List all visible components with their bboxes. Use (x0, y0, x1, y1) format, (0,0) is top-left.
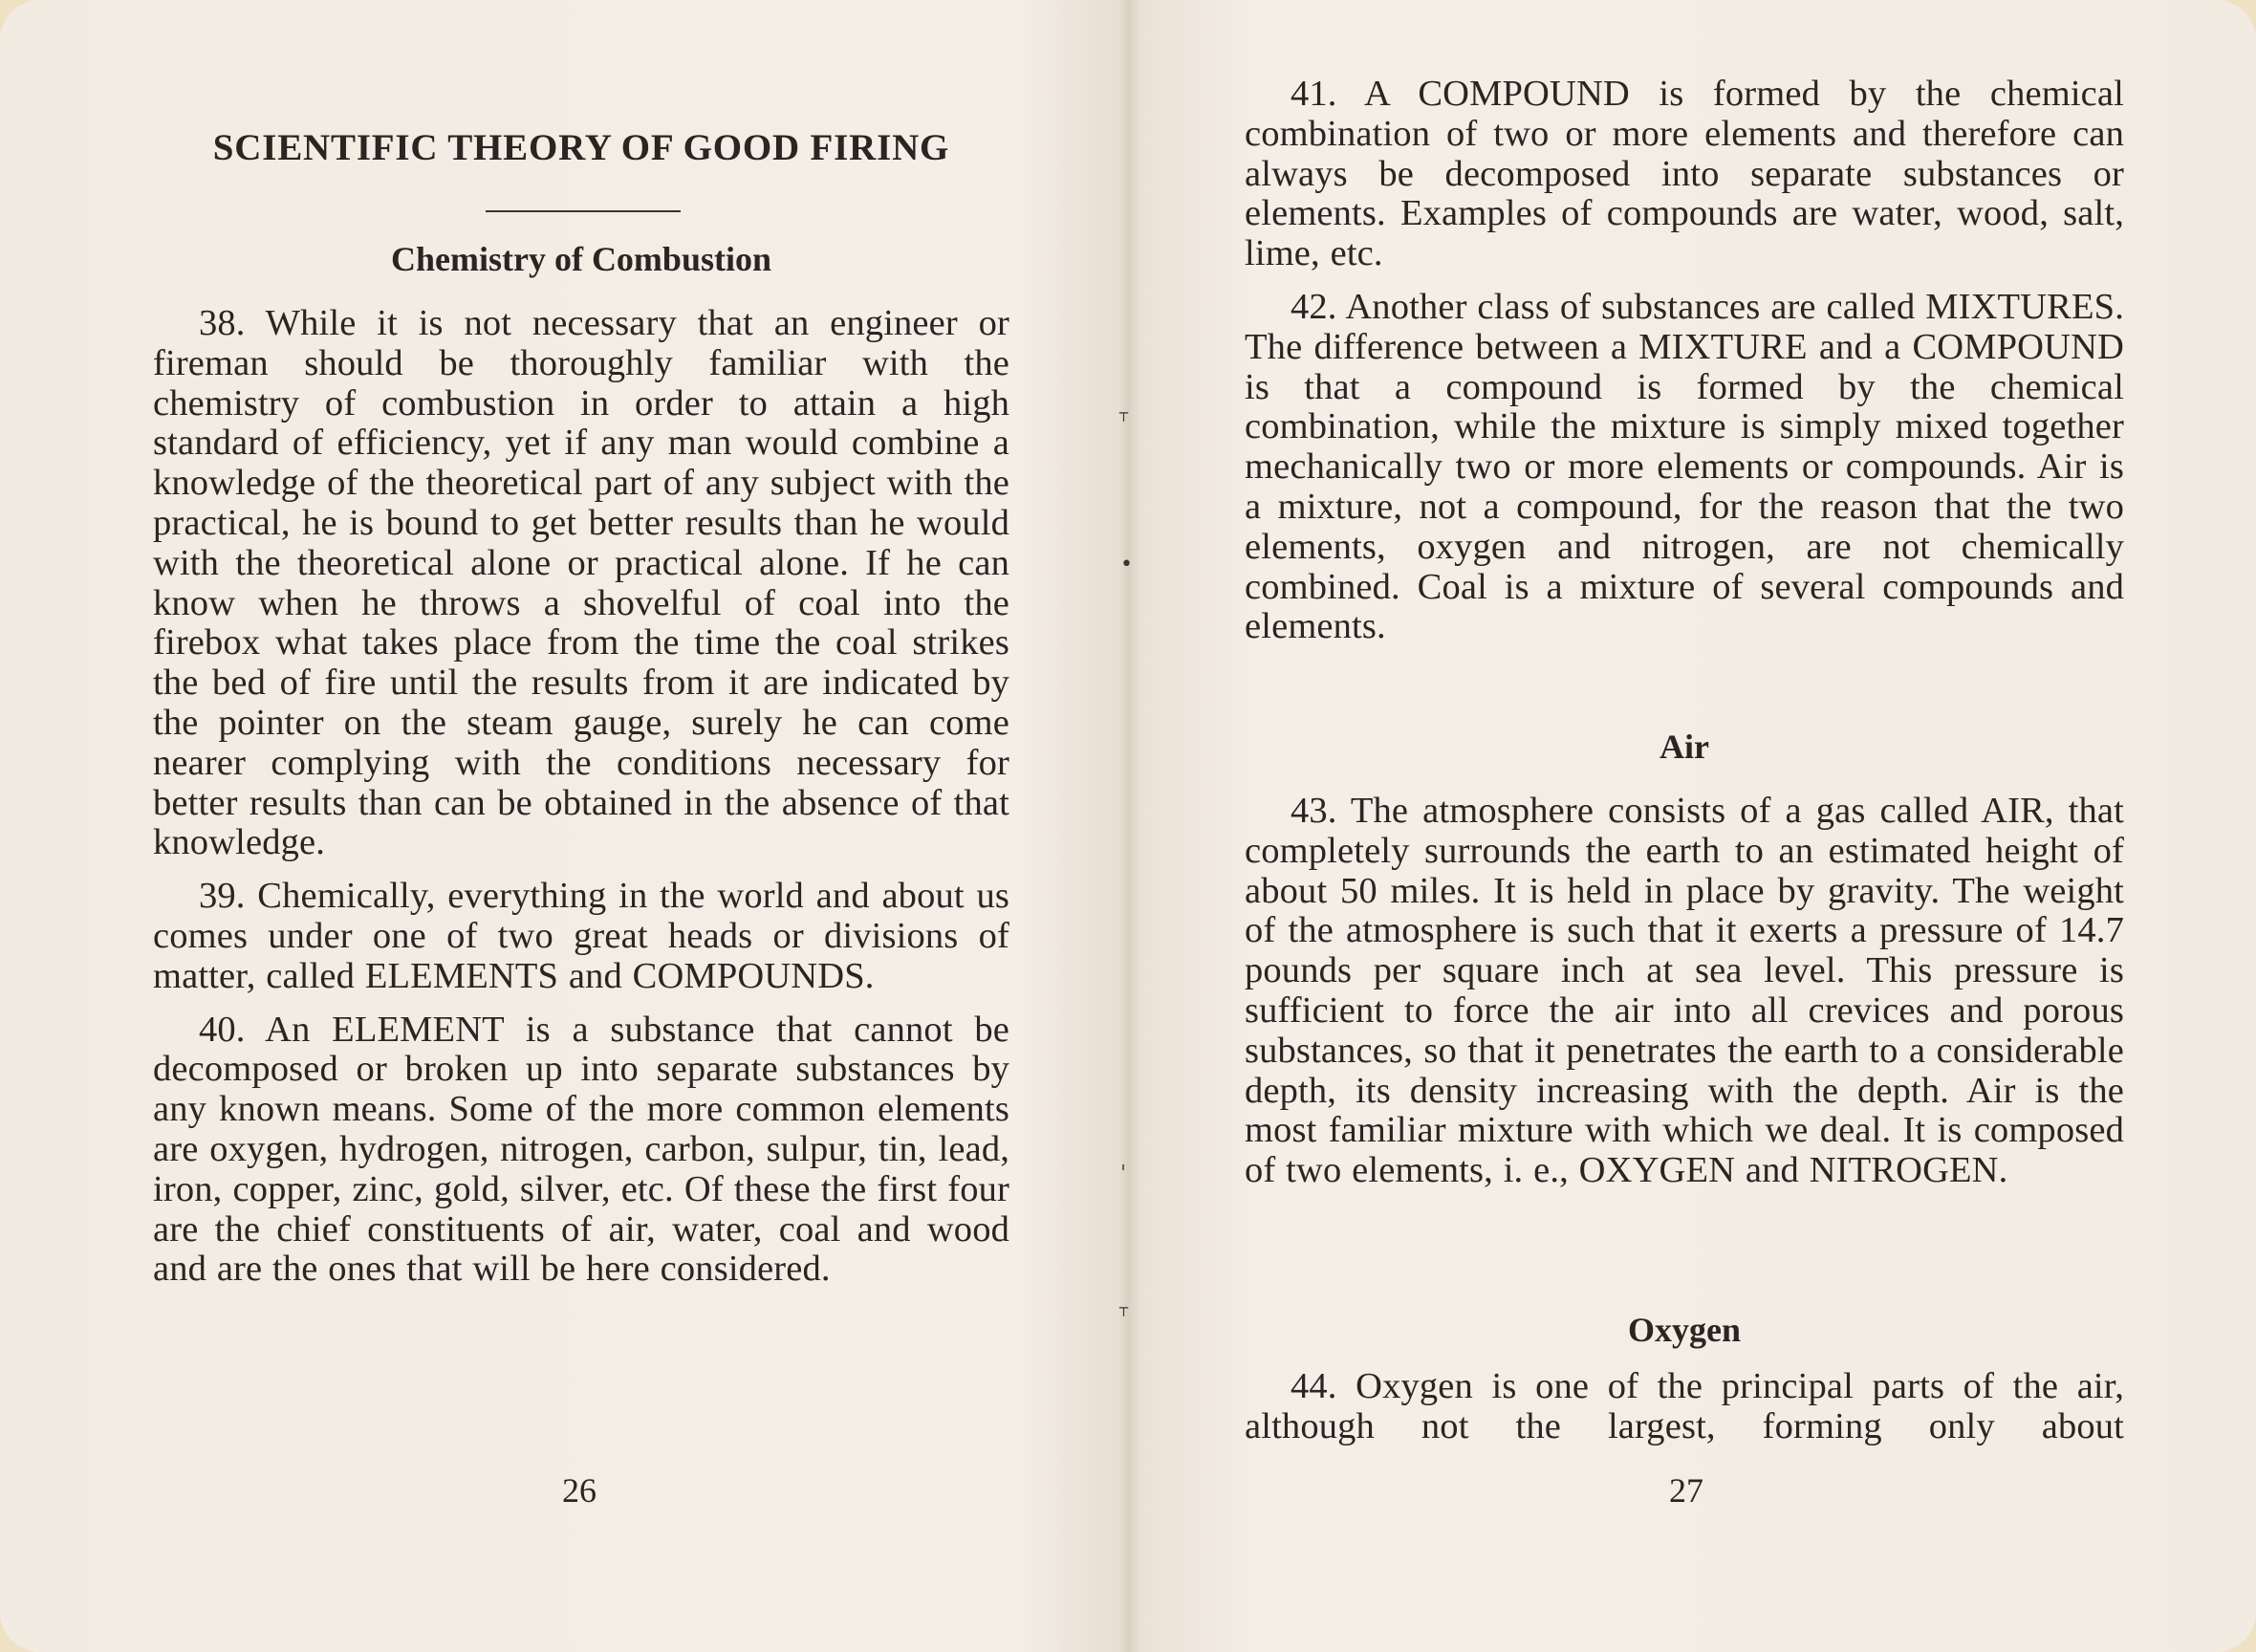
gutter-mark: ⸆ (1118, 409, 1130, 433)
paragraph-39: 39. Chemically, everything in the world and about us comes under one of two great heads or divisions of matter, called ELEMENTS and COMPOUNDS. (153, 876, 1009, 996)
running-head: SCIENTIFIC THEORY OF GOOD FIRING (212, 127, 950, 168)
page-number-right: 27 (1669, 1471, 1703, 1510)
gutter-mark: ⸆ (1118, 1304, 1130, 1328)
paragraph-44: 44. Oxygen is one of the principal parts of the air, although not the largest, forming only about (1245, 1366, 2124, 1446)
paragraph-41: 41. A COMPOUND is formed by the chemical combination of two or more elements and therefore can always be decomposed into separate substances or elements. Examples of compounds are water, wood, salt, lime, etc. (1245, 74, 2124, 274)
right-page (1128, 0, 2256, 1652)
gutter-dot: • (1120, 553, 1133, 576)
right-column (1245, 0, 2124, 1652)
paragraph-43: 43. The atmosphere consists of a gas called AIR, that completely surrounds the earth to an estimated height of about 50 miles. It is held in place by gravity. The weight of the atmosphere is such that it exerts a pressure of 14.7 pounds per square inch at sea level. This pressure is sufficient to force the air into all crevices and porous substances, so that it penetrates the earth to a considerable depth, its density increasing with the depth. Air is the most familiar mixture with which we deal. It is composed of two elements, i. e., OXYGEN and NITROGEN. (1245, 791, 2124, 1191)
right-text-middle (1245, 792, 2124, 1191)
paragraph-42: 42. Another class of substances are called MIXTURES. The difference between a MIXTURE and a COMPOUND is that a compound is formed by the chemical combination, while the mixture is simply mixed together mechanically two or more elements or compounds. Air is a mixture, not a compound, for the reason that the two elements, oxygen and nitrogen, are not chemically combined. Coal is a mixture of several compounds and elements. (1245, 286, 2124, 647)
section-title-air: Air (1659, 728, 1709, 766)
paragraph-38: 38. While it is not necessary that an engineer or fireman should be thoroughly familiar with the chemistry of combustion in order to attain a high standard of efficiency, yet if any man would combine a knowledge of the theoretical part of any subject with the practical, he is bound to get better results than he would with the theoretical alone or practical alone. If he can know when he throws a shovelful of coal into the firebox what takes place from the time the coal strikes the bed of fire until the results from it are indicated by the pointer on the steam gauge, surely he can come nearer complying with the conditions necessary for better results than can be obtained in the absence of that knowledge. (153, 303, 1009, 863)
title-rule (486, 210, 681, 212)
left-column (153, 0, 1009, 1652)
right-text-top (1245, 75, 2124, 647)
section-title-chemistry: Chemistry of Combustion (390, 240, 771, 278)
paragraph-40: 40. An ELEMENT is a substance that cannot be decomposed or broken up into separate substances by any known means. Some of the more common elements are oxygen, hydrogen, nitrogen, carbon, sulpur, tin, lead, iron, copper, zinc, gold, silver, etc. Of these the first four are the chief constituents of air, water, coal and wood and are the ones that will be here considered. (153, 1009, 1009, 1290)
left-text-block (153, 304, 1009, 1290)
gutter-mark: ˈ (1120, 1163, 1127, 1186)
right-text-bottom (1245, 1367, 2124, 1447)
page-number-left: 26 (562, 1471, 597, 1510)
section-title-oxygen: Oxygen (1627, 1311, 1741, 1349)
